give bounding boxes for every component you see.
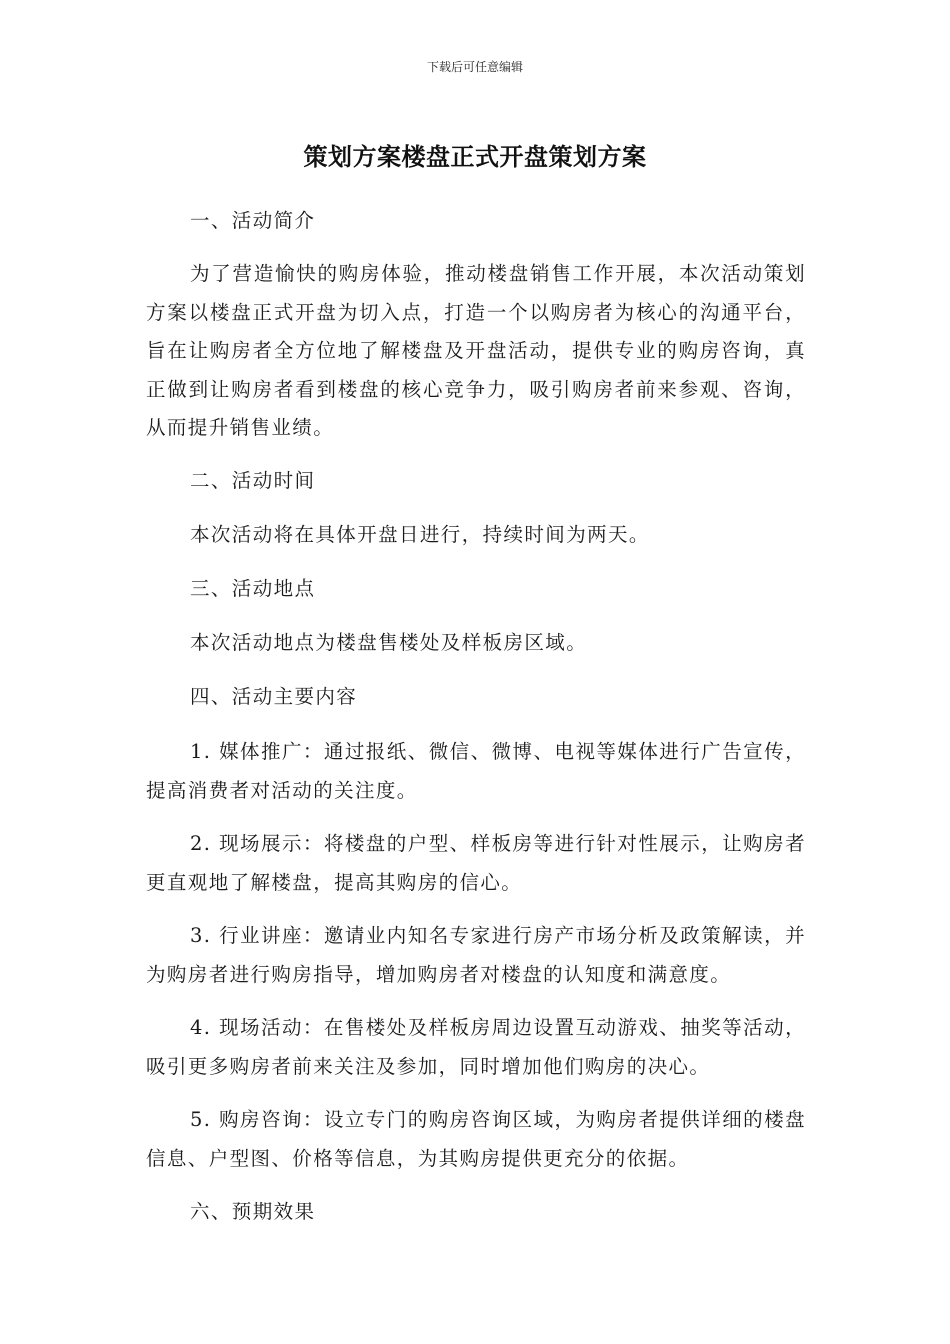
paragraph-time: 本次活动将在具体开盘日进行，持续时间为两天。 <box>190 523 650 546</box>
list-item-lecture: 3. 行业讲座：邀请业内知名专家进行房产市场分析及政策解读，并为购房者进行购房指导，增加购房者对楼盘的认知度和满意度。 <box>146 924 806 986</box>
paragraph-intro: 为了营造愉快的购房体验，推动楼盘销售工作开展，本次活动策划方案以楼盘正式开盘为切入点，打造一个以购房者为核心的沟通平台，旨在让购房者全方位地了解楼盘及开盘活动，提供专业的购房咨询，真正做到让购房者看到楼盘的核心竞争力，吸引购房者前来参观、咨询，从而提升销售业绩。 <box>146 262 806 439</box>
page-header-note: 下载后可任意编辑 <box>426 60 523 74</box>
list-item-onsite-activity: 4. 现场活动：在售楼处及样板房周边设置互动游戏、抽奖等活动，吸引更多购房者前来关注及参加，同时增加他们购房的决心。 <box>146 1016 806 1078</box>
section-heading-intro: 一、活动简介 <box>190 209 316 232</box>
section-heading-place: 三、活动地点 <box>190 577 316 600</box>
section-heading-effect: 六、预期效果 <box>190 1200 316 1223</box>
document-title: 策划方案楼盘正式开盘策划方案 <box>303 143 647 171</box>
list-item-media: 1. 媒体推广：通过报纸、微信、微博、电视等媒体进行广告宣传，提高消费者对活动的关注度。 <box>146 740 806 802</box>
list-item-consultation: 5. 购房咨询：设立专门的购房咨询区域，为购房者提供详细的楼盘信息、户型图、价格等信息，为其购房提供更充分的依据。 <box>146 1108 806 1170</box>
paragraph-place: 本次活动地点为楼盘售楼处及样板房区域。 <box>190 631 588 654</box>
section-heading-time: 二、活动时间 <box>190 469 316 492</box>
section-heading-content: 四、活动主要内容 <box>190 685 358 708</box>
list-item-showcase: 2. 现场展示：将楼盘的户型、样板房等进行针对性展示，让购房者更直观地了解楼盘，提高其购房的信心。 <box>146 832 806 894</box>
